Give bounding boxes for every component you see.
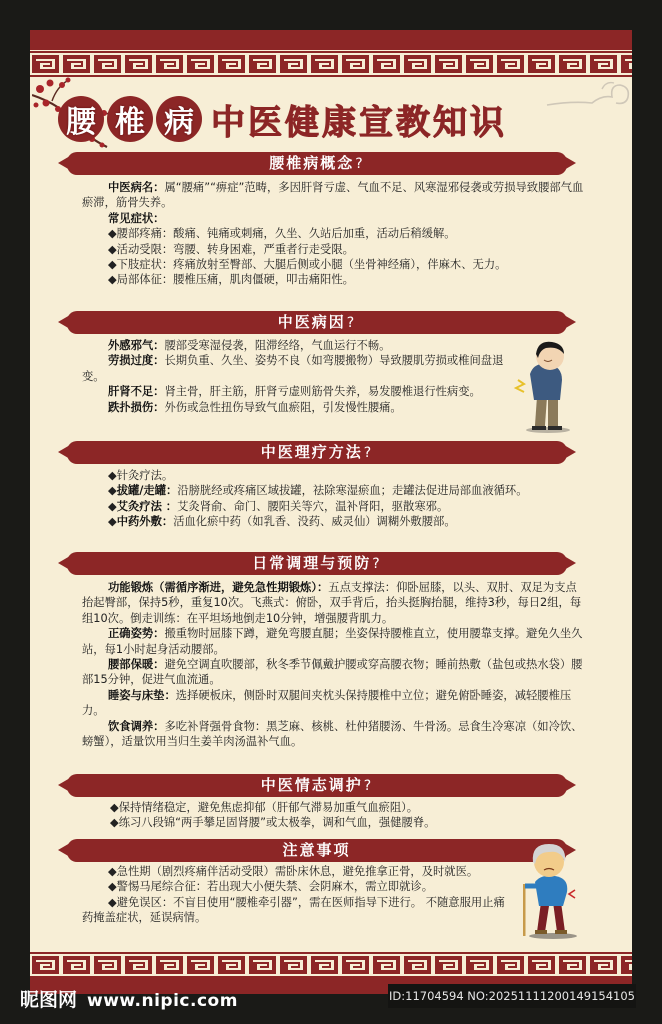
watermark-brand-name: 昵图网 [20,989,78,1011]
title-circle-char: 腰 [58,96,104,142]
section-header-therapy: 中医理疗方法? [58,440,576,465]
section-title: 腰椎病概念 [269,154,355,172]
section-header-prevention: 日常调理与预防? [58,551,576,576]
top-red-band [30,30,632,50]
section-title: 日常调理与预防 [252,554,372,572]
title-main-text: 中医健康宣教知识 [211,102,507,143]
title-circle-char: 椎 [107,96,153,142]
section-header-causes: 中医病因? [58,310,576,335]
section-header-emotional-care: 中医情志调护? [58,773,576,798]
section-body-precautions: ◆急性期（剧烈疼痛伴活动受限）需卧床休息，避免推拿正骨，及时就医。 ◆警惕马尾综合征：若出现大小便失禁、会阴麻木，需立即就诊。 ◆避免误区：不盲目使用“腰椎牵引器”，需在医师指导下进行。 不随意服用止痛药掩盖症状，延误病情。 [82,865,505,925]
cloud-decoration [542,75,632,115]
watermark-id: ID:11704594 NO:20251111200149154105 [388,984,636,1008]
watermark-url: www.nipic.com [87,991,238,1011]
section-body-concept: 中医病名：属“腰痛”“痹症”范畴，多因肝肾亏虚、气血不足、风寒湿邪侵袭或劳损导致腰部气血瘀滞，筋骨失养。 常见症状： ◆腰部疼痛：酸痛、钝痛或刺痛，久坐、久站后加重，活动后稍缓解。 ◆活动受限：弯腰、转身困难，严重者行走受限。 ◆下肢症状：疼痛放射至臀部、大腿后侧或小腿（坐骨神经痛），伴麻木、无力。 ◆局部体征：腰椎压痛，肌肉僵硬，叩击痛阳性。 [82,181,584,287]
elderly-cane-illustration [515,840,585,940]
section-body-prevention: 功能锻炼（需循序渐进，避免急性期锻炼）：五点支撑法：仰卧屈膝，以头、双肘、双足为支点抬起臀部，保持5秒，重复10次。飞燕式：俯卧，双手背后，抬头挺胸抬腿，维持3秒，每日2组，每组10次。倒走训练：在平坦场地倒走10分钟，增强腰背肌力。 正确姿势：搬重物时屈膝下蹲，避免弯腰直腿；坐姿保持腰椎直立，使用腰靠支撑。避免久坐久站，每1小时起身活动腰部。 腰部保暖：避免空调直吹腰部，秋冬季节佩戴护腰或穿高腰衣物；睡前热敷（盐包或热水袋）腰部15分钟，促进气血流通。 睡姿与床垫：选择硬板床，侧卧时双腿间夹枕头保持腰椎中立位；避免俯卧睡姿，减轻腰椎压力。 饮食调养：多吃补肾强骨食物：黑芝麻、核桃、杜仲猪腰汤、牛骨汤。忌食生冷寒凉（如冷饮、螃蟹），适量饮用当归生姜羊肉汤温补气血。 [82,581,583,749]
section-title: 中医情志调护 [260,776,363,794]
watermark-brand [20,985,238,1012]
poster-title [58,93,507,145]
section-header-concept: 腰椎病概念? [58,151,576,176]
section-title: 中医理疗方法 [260,443,363,461]
bottom-fret-border [30,952,632,978]
section-body-therapy: ◆针灸疗法。 ◆拔罐/走罐：沿膀胱经或疼痛区域拔罐，祛除寒湿瘀血；走罐法促进局部血液循环。 ◆艾灸疗法 ：艾灸肾俞、命门、腰阳关等穴，温补肾阳，驱散寒邪。 ◆中药外敷：活血化瘀中药（如乳香、没药、威灵仙）调糊外敷腰部。 [107,469,528,529]
section-body-causes: 外感邪气：腰部受寒湿侵袭，阻滞经络，气血运行不畅。 劳损过度：长期负重、久坐、姿势不良（如弯腰搬物）导致腰肌劳损或椎间盘退变。 肝肾不足：肾主骨，肝主筋，肝肾亏虚则筋骨失养，易发腰椎退行性病变。 跌扑损伤：外伤或急性扭伤导致气血瘀阻，引发慢性腰痛。 [82,339,504,414]
man-back-pain-illustration [510,334,580,434]
section-body-emotional-care: ◆保持情绪稳定，避免焦虑抑郁（肝郁气滞易加重气血瘀阻）。 ◆练习八段锦“两手攀足固肾腰”或太极拳，调和气血，强健腰脊。 [110,801,436,830]
section-title: 中医病因 [277,313,346,331]
section-header-precautions [58,838,576,863]
top-fret-border [30,51,632,77]
title-circle-char: 病 [156,96,202,142]
section-title: 注意事项 [282,841,351,859]
